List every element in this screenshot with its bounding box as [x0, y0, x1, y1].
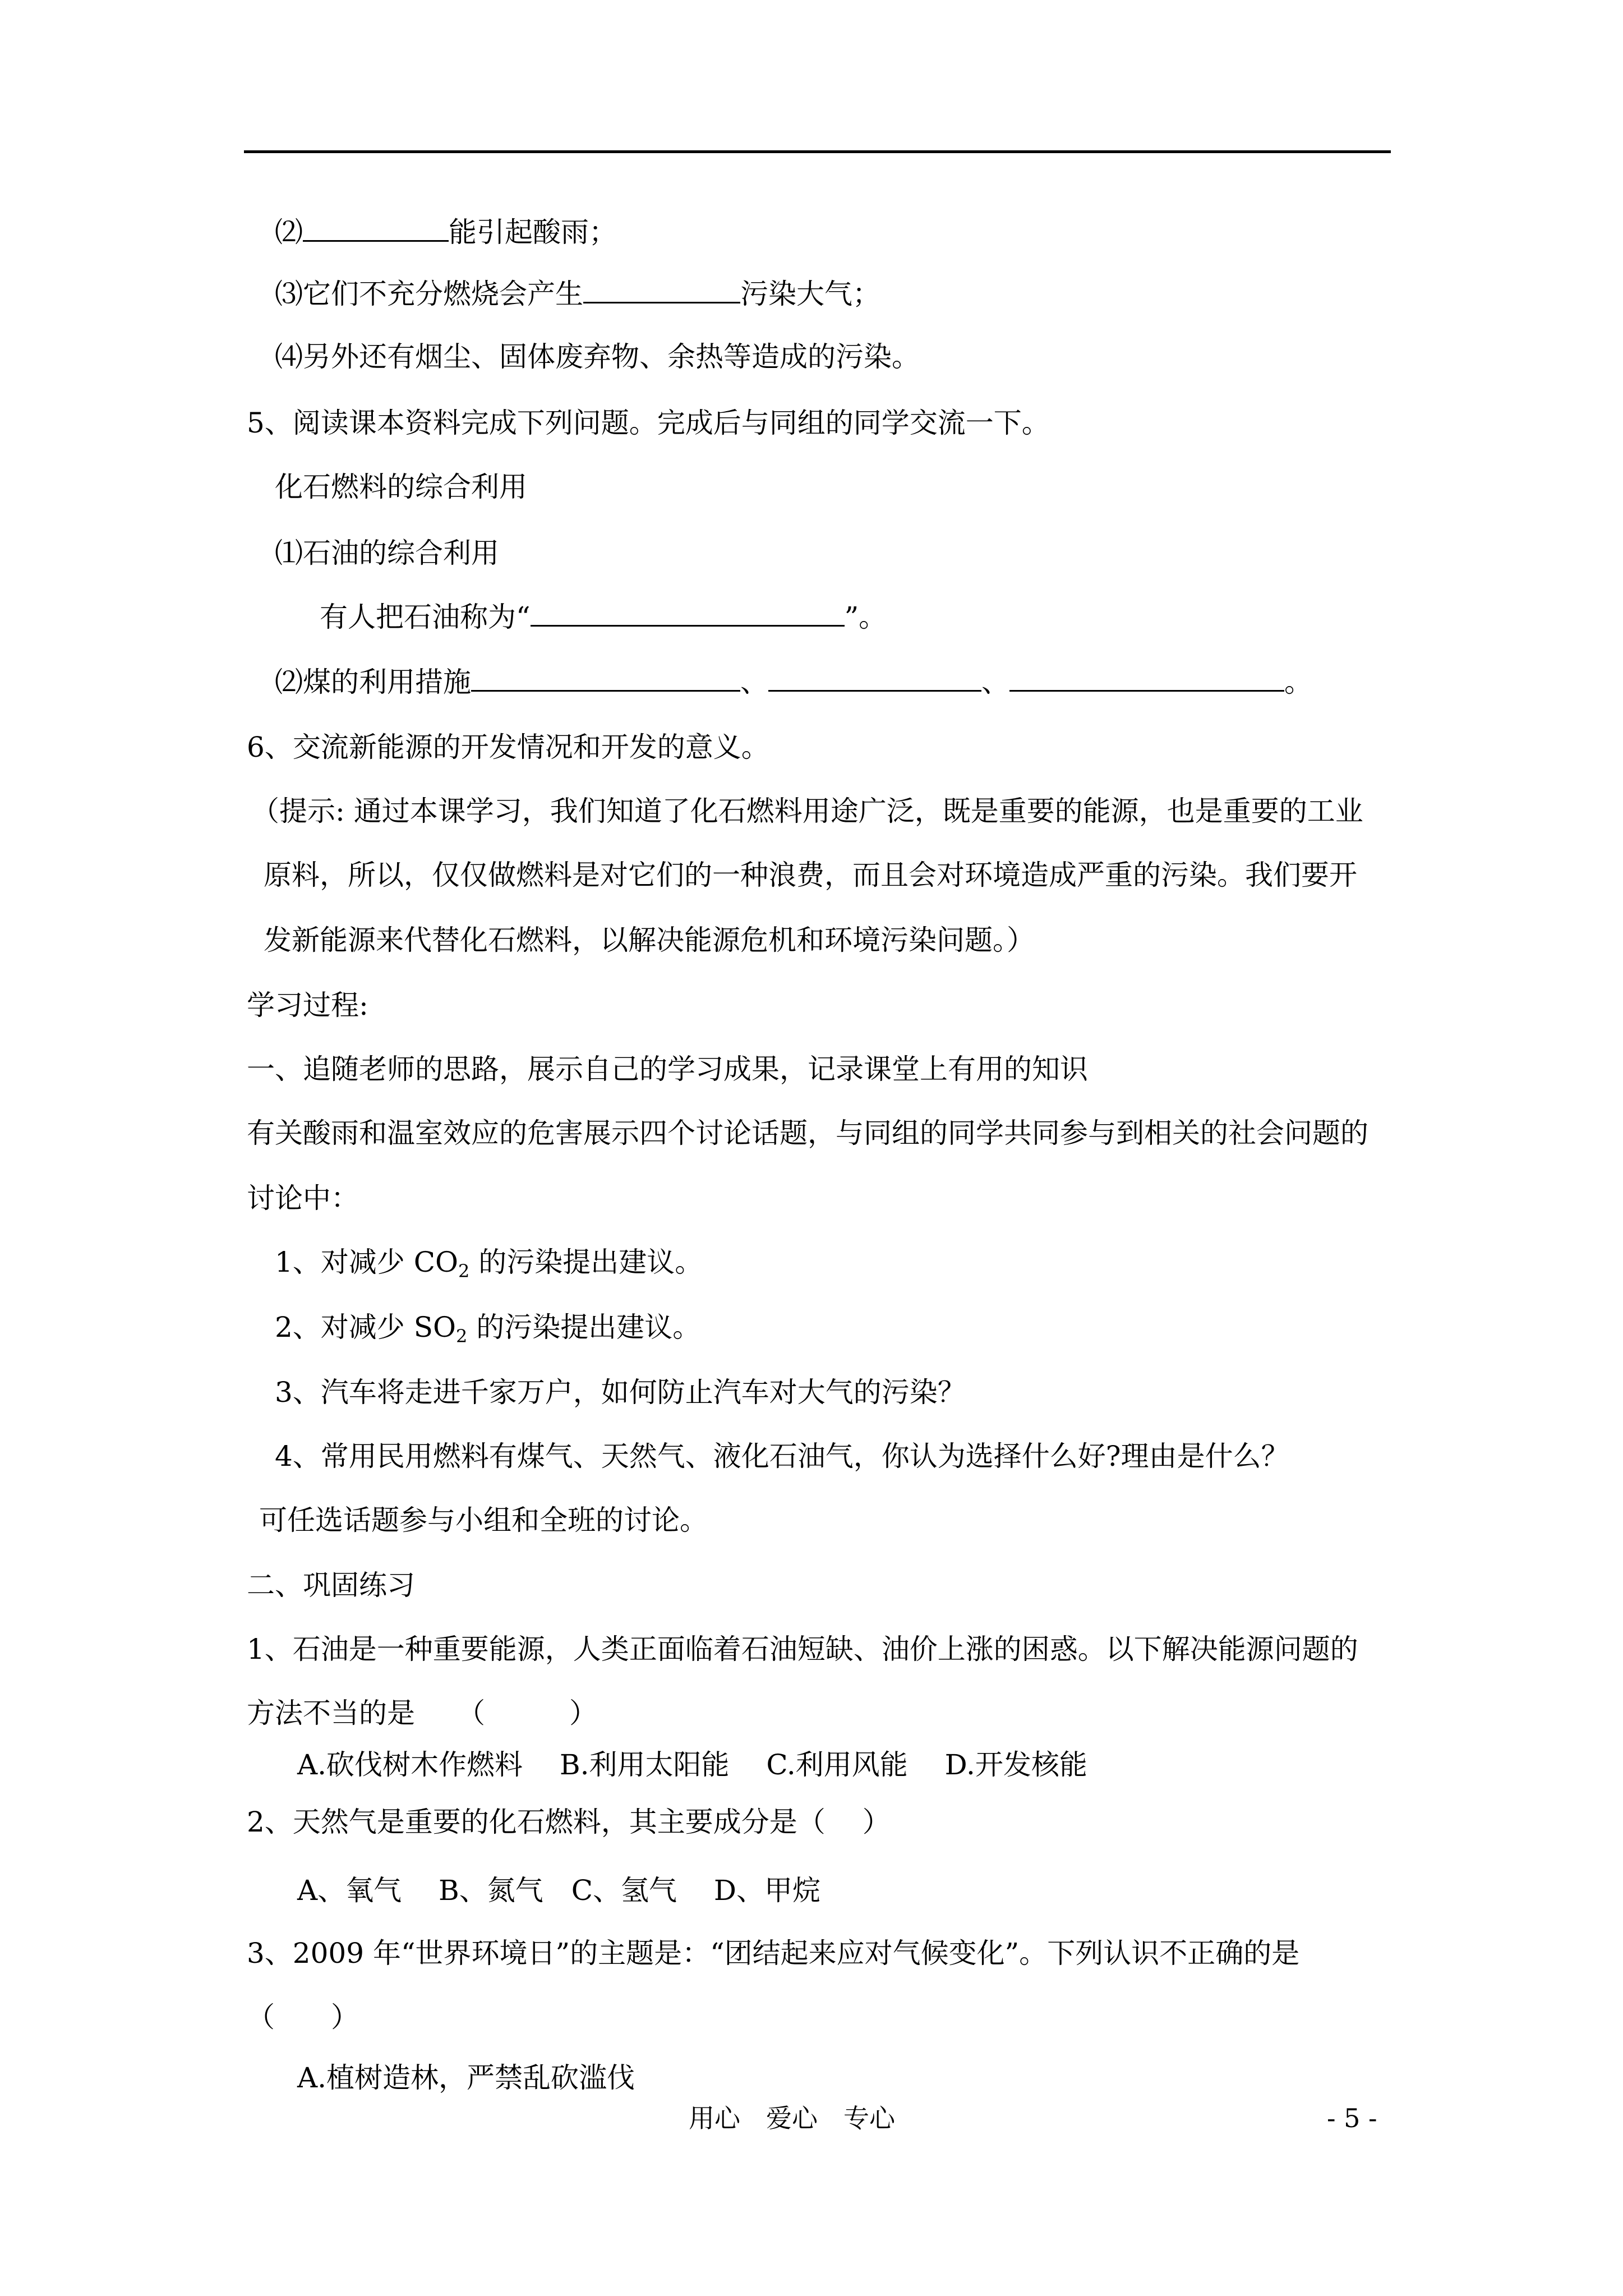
hint-line-2: 原料，所以，仅仅做燃料是对它们的一种浪费，而且会对环境造成严重的污染。我们要开	[264, 859, 1357, 891]
answer-blank	[531, 600, 845, 627]
line-2: ⑵ 能引起酸雨；	[275, 216, 617, 249]
question-6: 6、交流新能源的开发情况和开发的意义。	[247, 731, 769, 763]
discussion-intro-2: 讨论中：	[247, 1182, 359, 1214]
line-3: ⑶它们不充分燃烧会产生 污染大气；	[275, 278, 880, 310]
item-petroleum: ⑴石油的综合利用	[275, 537, 499, 569]
exercise-3-option-a: A.植树造林，严禁乱砍滥伐	[297, 2062, 635, 2094]
topic-3: 3、汽车将走进千家万户，如何防止汽车对大气的污染？	[275, 1376, 966, 1409]
hint-line-3: 发新能源来代替化石燃料，以解决能源危机和环境污染问题。）	[264, 924, 1035, 956]
exercise-1-line-1: 1、石油是一种重要能源，人类正面临着石油短缺、油价上涨的困惑。以下解决能源问题的	[247, 1633, 1358, 1665]
exercise-3-line-2: （ ）	[247, 2001, 359, 2033]
exercise-1-line-2: 方法不当的是 （ ）	[247, 1697, 597, 1729]
question-5: 5、阅读课本资料完成下列问题。完成后与同组的同学交流一下。	[247, 407, 1050, 439]
footer-motto: 用心 爱心 专心	[689, 2103, 895, 2133]
topic-4: 4、常用民用燃料有煤气、天然气、液化石油气，你认为选择什么好?理由是什么？	[275, 1440, 1289, 1473]
exercise-3-line-1: 3、2009 年“世界环境日”的主题是：“团结起来应对气候变化”。下列认识不正确的是	[247, 1937, 1300, 1970]
exercise-2: 2、天然气是重要的化石燃料，其主要成分是（ ）	[247, 1806, 891, 1838]
answer-blank	[303, 215, 449, 242]
answer-blank	[583, 277, 740, 303]
hint-line-1: （提示: 通过本课学习，我们知道了化石燃料用途广泛，既是重要的能源，也是重要的工业	[251, 795, 1363, 827]
topic-2: 2、对减少 $SO_2$ 的污染提出建议。	[275, 1311, 701, 1347]
exercise-2-options: A、氧气 B、氮气 C、氢气 D、甲烷	[297, 1874, 820, 1907]
discussion-intro-1: 有关酸雨和温室效应的危害展示四个讨论话题，与同组的同学共同参与到相关的社会问题的	[247, 1117, 1368, 1149]
exercise-1-options: A.砍伐树木作燃料 B.利用太阳能 C.利用风能 D.开发核能	[297, 1749, 1087, 1781]
answer-blank	[768, 665, 981, 692]
line-petroleum-name: 有人把石油称为“ ”。	[320, 601, 887, 633]
answer-blank	[471, 665, 740, 692]
discussion-note: 可任选话题参与小组和全班的讨论。	[259, 1504, 708, 1536]
section-one-heading: 一、追随老师的思路，展示自己的学习成果，记录课堂上有用的知识	[247, 1053, 1088, 1085]
page-number: - 5 -	[1327, 2103, 1377, 2133]
section-learning-process: 学习过程:	[247, 989, 368, 1022]
section-two-heading: 二、巩固练习	[247, 1569, 415, 1602]
line-coal-use: ⑵煤的利用措施 、 、 。	[275, 666, 1312, 698]
topic-1: 1、对减少 $CO_2$ 的污染提出建议。	[275, 1246, 703, 1282]
answer-blank	[1009, 665, 1284, 692]
subheading-fossil-fuel: 化石燃料的综合利用	[275, 471, 527, 503]
line-4: ⑷另外还有烟尘、固体废弃物、余热等造成的污染。	[275, 341, 920, 373]
header-rule	[244, 150, 1391, 153]
